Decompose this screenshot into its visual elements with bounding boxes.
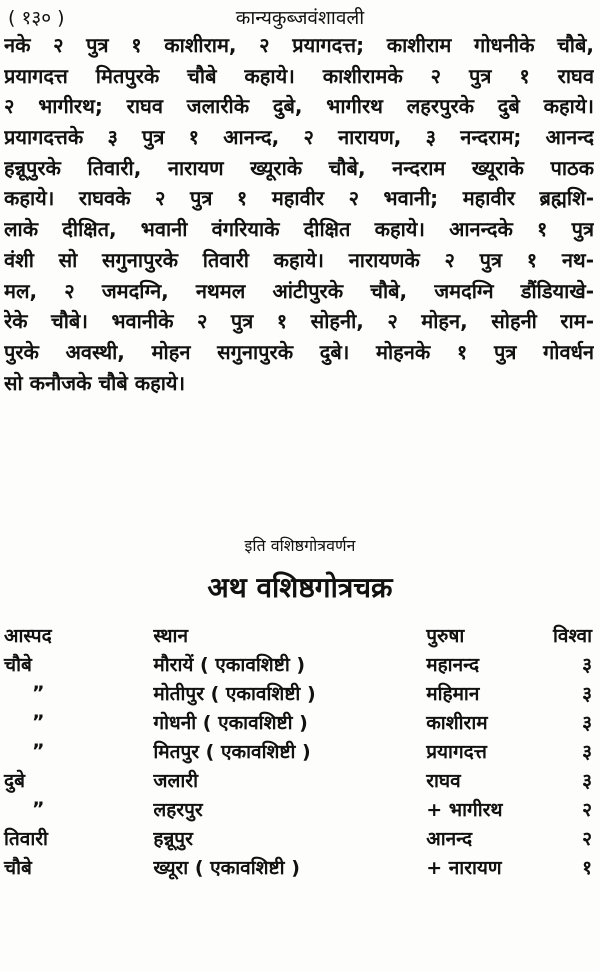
cell-sthan: हन्नूपुर xyxy=(153,827,193,850)
table-row xyxy=(4,736,596,765)
text-line: प्रयागदत्त मितपुरके चौबे कहाये। काशीरामके २ पुत्र १ राघव xyxy=(4,63,594,88)
cell-purusha: प्रयागदत्त xyxy=(426,740,487,763)
table-row xyxy=(4,707,596,736)
text-line: लाके दीक्षित, भवानी वंगरियाके दीक्षित कहाये। आनन्दके १ पुत्र xyxy=(4,217,594,242)
header-purusha: पुरुषा xyxy=(426,624,465,647)
cell-aspad: ” xyxy=(32,739,45,762)
cell-purusha: महानन्द xyxy=(426,653,480,676)
cell-sthan: मितपुर ( एकावशिष्टी ) xyxy=(153,740,311,763)
text-line: २ भागीरथ; राघव जलारीके दुबे, भागीरथ लहरपुरके दुबे कहाये। xyxy=(4,94,594,119)
cell-aspad: ” xyxy=(32,710,45,733)
cell-purusha: + नारायण xyxy=(426,856,502,879)
table-row xyxy=(4,823,596,852)
cell-aspad: तिवारी xyxy=(4,827,48,850)
cell-purusha: आनन्द xyxy=(426,827,473,850)
header-vishva: विश्वा xyxy=(552,624,592,647)
cell-vishva: ३ xyxy=(582,740,592,763)
section-title: अथ वशिष्ठगोत्रचक्र xyxy=(207,571,393,604)
text-line: रेके चौबे। भवानीके २ पुत्र १ सोहनी, २ मोहन, सोहनी राम- xyxy=(4,309,594,334)
table-row xyxy=(4,678,596,707)
cell-aspad: चौबे xyxy=(4,856,32,879)
text-line: सो कनौजके चौबे कहाये। xyxy=(4,370,186,395)
cell-purusha: राघव xyxy=(426,769,461,792)
cell-aspad: ” xyxy=(32,797,45,820)
cell-vishva: २ xyxy=(582,827,592,850)
text-line: हन्नूपुरके तिवारी, नारायण ख्यूराके चौबे, नन्दराम ख्यूराके पाठक xyxy=(4,155,594,180)
text-line: नके २ पुत्र १ काशीराम, २ प्रयागदत्त; काशीराम गोधनीके चौबे, xyxy=(4,33,594,57)
cell-aspad: दुबे xyxy=(4,769,25,792)
cell-purusha: काशीराम xyxy=(426,711,488,734)
cell-vishva: ३ xyxy=(582,769,592,792)
header-aspad: आस्पद xyxy=(4,624,52,647)
running-title: कान्यकुब्जवंशावली xyxy=(235,7,365,29)
cell-sthan: गोधनी ( एकावशिष्टी ) xyxy=(153,711,308,734)
cell-sthan: मौरायें ( एकावशिष्टी ) xyxy=(153,653,306,676)
text-line: कहाये। राघवके २ पुत्र १ महावीर २ भवानी; महावीर ब्रह्मशि- xyxy=(4,186,594,211)
cell-aspad: चौबे xyxy=(4,653,32,676)
table-row xyxy=(4,794,596,823)
page-number: ( १३० ) xyxy=(8,7,65,29)
cell-vishva: ३ xyxy=(582,711,592,734)
text-line: पुरके अवस्थी, मोहन सगुनापुरके दुबे। मोहनके १ पुत्र गोवर्धन xyxy=(4,339,594,364)
table-row xyxy=(4,852,596,881)
text-line: वंशी सो सगुनापुरके तिवारी कहाये। नारायणके २ पुत्र १ नथ- xyxy=(4,247,594,272)
cell-aspad: ” xyxy=(32,681,45,704)
gotra-table xyxy=(4,620,596,881)
section-end-note: इति वशिष्ठगोत्रवर्णन xyxy=(244,536,356,555)
text-line: प्रयागदत्तके ३ पुत्र १ आनन्द, २ नारायण, ३ नन्दराम; आनन्द xyxy=(4,125,594,150)
cell-sthan: लहरपुर xyxy=(153,798,203,821)
cell-vishva: ३ xyxy=(582,653,592,676)
table-row xyxy=(4,765,596,794)
table-header-row xyxy=(4,620,596,649)
text-line: मल, २ जमदग्नि, नथमल आंटीपुरके चौबे, जमदग्नि डौंडियाखे- xyxy=(4,278,594,303)
cell-purusha: महिमान xyxy=(426,682,480,705)
cell-vishva: ३ xyxy=(582,682,592,705)
header-sthan: स्थान xyxy=(153,624,189,647)
body-paragraph xyxy=(4,30,594,398)
cell-sthan: मोतीपुर ( एकावशिष्टी ) xyxy=(153,682,316,705)
cell-sthan: जलारी xyxy=(153,769,198,792)
table-row xyxy=(4,649,596,678)
cell-vishva: १ xyxy=(582,856,592,879)
cell-vishva: २ xyxy=(582,798,592,821)
cell-purusha: + भागीरथ xyxy=(426,798,503,821)
cell-sthan: ख्यूरा ( एकावशिष्टी ) xyxy=(153,856,300,879)
